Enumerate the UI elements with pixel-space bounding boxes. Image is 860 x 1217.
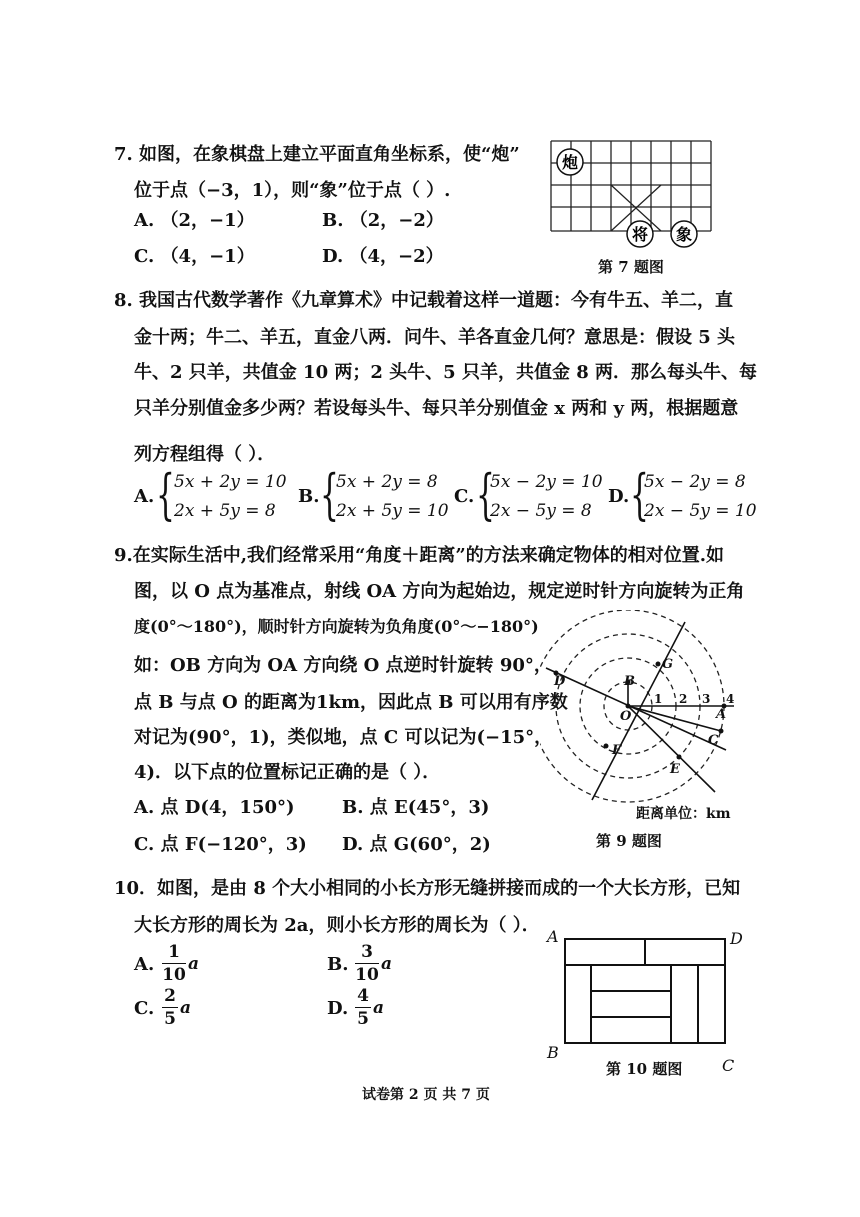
q9-option-a: A. 点 D(4，150°) [134, 797, 295, 818]
radius-label-3: 3 [702, 692, 711, 706]
q10-figure-caption: 第 10 题图 [606, 1060, 683, 1078]
label-a: A [716, 707, 727, 722]
label-f: F [612, 743, 622, 758]
q10-stem-line1: 10．如图，是由 8 个大小相同的小长方形无缝拼接而成的一个大长方形，已知 [114, 878, 741, 899]
label-e: E [670, 762, 680, 777]
q8-stem-line3: 牛、2 只羊，共值金 10 两；2 头牛、5 只羊，共值金 8 两．那么每头牛、每 [134, 362, 758, 383]
ray-oe [628, 706, 715, 792]
label-d: D [554, 674, 566, 689]
corner-d: D [730, 929, 743, 948]
q9-option-b: B. 点 E(45°，3) [342, 797, 490, 818]
q10-option-d: D. 4 5 a [327, 986, 385, 1029]
page-footer: 试卷第 2 页 共 7 页 [362, 1087, 490, 1103]
q7-figure-caption: 第 7 题图 [598, 258, 664, 276]
q10-rectangle-diagram [540, 926, 770, 1076]
q10-option-c: C. 2 5 a [134, 986, 192, 1029]
q8-option-b: B. { 5x + 2y = 8 2x + 5y = 10 [298, 463, 449, 526]
radius-label-2: 2 [679, 692, 688, 706]
system-brace: { [630, 463, 649, 526]
label-b: B [624, 674, 635, 689]
system-brace: { [156, 463, 175, 526]
q7-stem-line1: 7. 如图，在象棋盘上建立平面直角坐标系，使“炮” [114, 144, 520, 165]
q9-polar-diagram [540, 610, 755, 805]
q7-option-c: C. （4，−1） [134, 246, 255, 267]
radius-label-4: 4 [726, 692, 735, 706]
q8-stem-line4: 只羊分别值金多少两？若设每头牛、每只羊分别值金 x 两和 y 两，根据题意 [134, 398, 739, 419]
q7-option-b: B. （2，−2） [322, 210, 444, 231]
q8-option-c: C. { 5x − 2y = 10 2x − 5y = 8 [454, 463, 603, 526]
q9-stem-line7: 4)．以下点的位置标记正确的是（ ）． [134, 762, 441, 783]
corner-a: A [547, 927, 559, 946]
q10-option-a: A. 1 10 a [134, 942, 200, 985]
q10-stem-line2: 大长方形的周长为 2a，则小长方形的周长为（ ）． [134, 915, 540, 936]
svg-text:将: 将 [631, 225, 649, 244]
label-g: G [662, 657, 674, 672]
q9-unit-note: 距离单位：km [636, 806, 731, 822]
svg-text:炮: 炮 [561, 153, 579, 172]
q8-stem-line1: 8. 我国古代数学著作《九章算术》中记载着这样一道题：今有牛五、羊二，直 [114, 290, 734, 311]
q9-stem-line6: 对记为(90°，1)，类似地，点 C 可以记为(−15°， [134, 727, 553, 748]
label-o: O [620, 709, 632, 724]
q10-option-b: B. 3 10 a [327, 942, 393, 985]
xiang-piece [671, 221, 697, 247]
pao-piece [557, 149, 583, 175]
q9-option-c: C. 点 F(−120°，3) [134, 834, 307, 855]
corner-c: C [722, 1056, 735, 1075]
q9-stem-line5: 点 B 与点 O 的距离为1km，因此点 B 可以用有序数 [134, 692, 568, 713]
q7-option-d: D. （4，−2） [322, 246, 444, 267]
q9-option-d: D. 点 G(60°，2) [342, 834, 491, 855]
q8-stem-line2: 金十两；牛二、羊五，直金八两．问牛、羊各直金几何？意思是：假设 5 头 [134, 327, 736, 348]
line-d [546, 668, 726, 750]
q7-stem-line2: 位于点（−3，1），则“象”位于点（ ）. [134, 180, 451, 201]
q9-stem-line2: 图，以 O 点为基准点，射线 OA 方向为起始边，规定逆时针方向旋转为正角 [134, 581, 745, 602]
q8-stem-line5: 列方程组得（ ）． [134, 444, 276, 465]
svg-text:象: 象 [675, 225, 693, 244]
q9-stem-line3: 度(0°～180°)，顺时针方向旋转为负角度(0°～−180°) [134, 617, 539, 636]
q8-option-d: D. { 5x − 2y = 8 2x − 5y = 10 [608, 463, 757, 526]
q7-option-a: A. （2，−1） [134, 210, 255, 231]
jiang-piece [627, 221, 653, 247]
label-c: C [708, 733, 719, 748]
q9-stem-line1: 9.在实际生活中,我们经常采用“角度＋距离”的方法来确定物体的相对位置.如 [114, 545, 725, 566]
system-brace: { [476, 463, 495, 526]
q9-figure-caption: 第 9 题图 [596, 832, 662, 850]
corner-b: B [547, 1043, 559, 1062]
q9-stem-line4: 如：OB 方向为 OA 方向绕 O 点逆时针旋转 90°， [134, 655, 552, 676]
q8-option-a: A. { 5x + 2y = 10 2x + 5y = 8 [134, 463, 287, 526]
system-brace: { [320, 463, 339, 526]
q7-chessboard-figure [548, 138, 718, 254]
radius-label-1: 1 [654, 692, 663, 706]
